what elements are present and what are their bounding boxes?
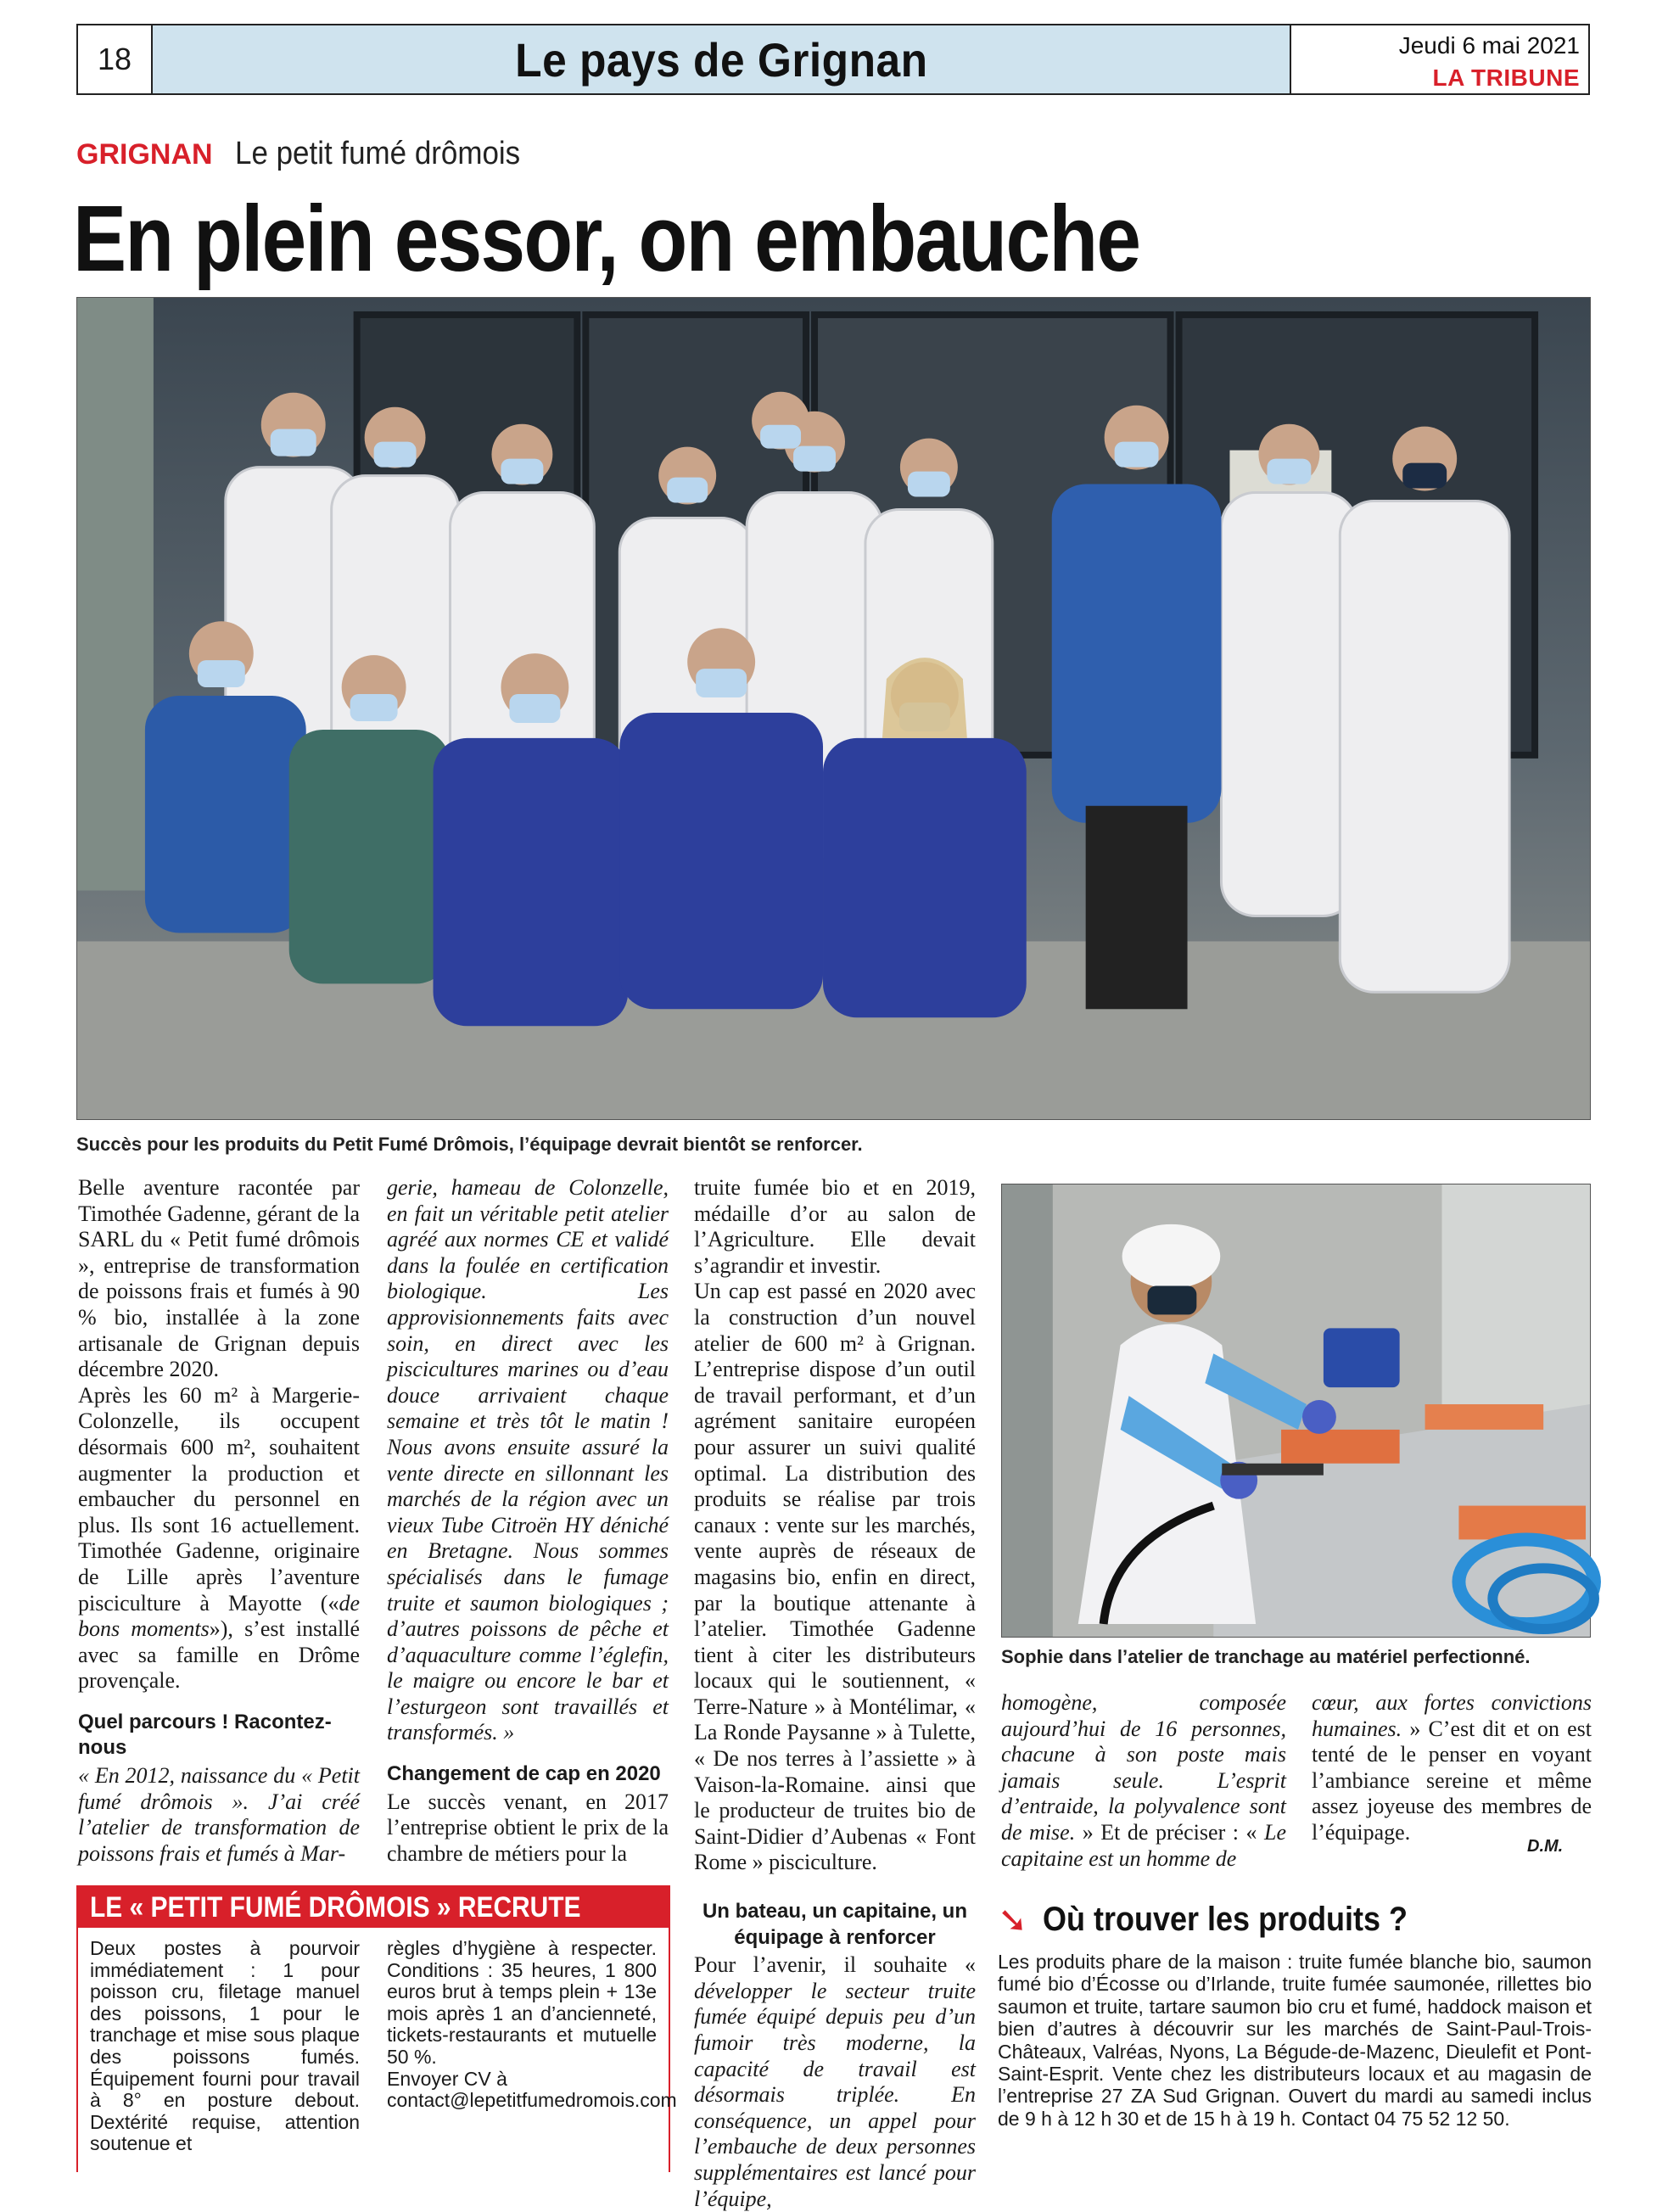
where-text: Les produits phare de la maison : truite fumée blanche bio, saumon fumé bio d’Écosse ou d’Irlande, truite fumée saumonée, rillettes bio saumon et truite, tartare saumon bio cru et fumé, haddock maison et bien d’autres à découvrir sur les marchés de Saint-Paul-Trois-Châteaux, Valréas, Nyons, La Bégude-de-Mazenc, Dieulefit et Pont-Saint-Esprit. Vente chez les distributeurs locaux et au magasin de l’entreprise 27 ZA Sud Grignan. Ouvert du mardi au samedi inclus de 9 h à 12 h 30 et de 15 h à 19 h. Contact 04 75 52 12 50. [998,1951,1592,2130]
workshop-photo-illustration [1002,1184,1590,1637]
article-column-3-continued [694,1884,976,2212]
recruit-column-2 [387,1937,677,2112]
article-column-5 [1312,1690,1592,1846]
where-title-row [998,1898,1592,1940]
paragraph: gerie, hameau de Colonzelle, en fait un véritable petit atelier agréé aux normes CE et validé dans la foulée en certification biologique. Les approvisionnements faits avec soin, en direct avec les piscicultures marines ou d’eau douce arrivaient chaque semaine et très tôt le matin ! Nous avons ensuite assuré la vente directe en sillonnant les marchés de la région avec un vieux Tube Citroën HY déniché en Bretagne. Nous sommes spécialisés dans le fumage truite et saumon biologiques ; d’autres poissons de pêche et d’aquaculture comme l’églefin, le maigre ou encore le bar et l’esturgeon sont travaillés et transformés. » [387,1175,669,1745]
text-run: Pour l’avenir, il souhaite « [694,1952,976,1978]
article-column-4 [1001,1690,1286,1872]
arrow-down-right-icon: ➘ [998,1898,1028,1940]
side-photo-caption: Sophie dans l’atelier de tranchage au matériel perfectionné. [1001,1646,1531,1667]
paragraph: Un cap est passé en 2020 avec la construction d’un nouvel atelier de 600 m² à Grignan. L’entreprise dispose d’un outil de travail performant, et d’un agrément sanitaire européen pour assurer un suivi qualité optimal. La distribution des produits se réalise par trois canaux : vente sur les marchés, vente auprès de réseaux de magasins bio, enfin en direct, par la boutique attenante à l’atelier. Timothée Gadenne tient à citer les distributeurs locaux qui le soutiennent, « Terre-Nature » à Montélimar, « La Ronde Paysanne » à Tulette, « De nos terres à l’assiette » à Vaison-la-Romaine. ainsi que le producteur de truites bio de Saint-Didier d’Aubenas « Font Rome » pisciculture. [694,1279,976,1875]
paragraph [78,1383,360,1694]
side-photo [1001,1184,1591,1638]
paragraph: « En 2012, naissance du « Petit fumé drômois ». J’ai créé l’atelier de transformation de poissons frais et fumés à Mar- [78,1763,360,1866]
kicker-subtitle: Le petit fumé drômois [234,136,520,171]
text-run-italic: de bons moments [78,1590,360,1642]
paragraph: truite fumée bio et en 2019, médaille d’or au salon de l’Agriculture. Elle devait s’agrandir et investir. [694,1175,976,1278]
paragraph [1312,1690,1592,1846]
paragraph: Le succès venant, en 2017 l’entreprise obtient le prix de la chambre de métiers pour la [387,1789,669,1866]
section-banner [153,24,1290,95]
team-photo-illustration [77,298,1590,1119]
author-signature: D.M. [1527,1837,1564,1856]
recruit-title: LE « PETIT FUMÉ DRÔMOIS » RECRUTE [90,1891,581,1924]
article-column-2 [387,1175,669,1867]
recruit-title-bar [78,1887,669,1928]
main-photo [76,297,1591,1120]
recruit-box [76,1885,677,2172]
subheading: Quel parcours ! Racontez-nous [78,1710,332,1760]
issue-date: Jeudi 6 mai 2021 [1398,32,1580,59]
text-run: »), s’est installé avec sa famille en Drôme provençale. [78,1616,360,1694]
main-photo-caption: Succès pour les produits du Petit Fumé Drômois, l’équipage devrait bientôt se renforcer. [76,1134,863,1155]
section-title: Le pays de Grignan [514,32,928,87]
publication-name: LA TRIBUNE [1432,64,1580,91]
text-run: » C’est dit et on est tenté de le penser en voyant l’ambiance sereine et même assez joyeuse des membres de l’équipage. [1312,1716,1592,1845]
text-run-italic: Le capitaine est un homme de [1001,1819,1287,1871]
paragraph: Belle aventure racontée par Timothée Gadenne, gérant de la SARL du « Petit fumé drômois », entreprise de transformation de poissons frais et fumés à 90 % bio, installée à la zone artisanale de Grignan depuis décembre 2020. [78,1175,360,1382]
where-title: Où trouver les produits ? [1043,1901,1408,1938]
headline: En plein essor, on embauche [73,187,1140,291]
recruit-column-1: Deux postes à pourvoir immédiatement : 1 pour poisson cru, filetage manuel des poissons, 1 pour le tranchage et mise sous plaque des poissons fumés. Équipement fourni pour travail à 8° en posture debout. Dextérité requise, attention soutenue et [90,1937,360,2155]
text-run-italic: homogène, composée aujourd’hui de 16 personnes, chacune à son poste mais jamais seule. L’esprit d’entraide, la polyvalence sont de mise. [1001,1690,1286,1845]
subheading: Changement de cap en 2020 [387,1762,661,1786]
article-column-1 [78,1175,360,1867]
recruit-contact: Envoyer CV à contact@lepetitfumedromois.com [387,2067,677,2112]
paragraph [1001,1690,1286,1872]
paragraph [694,1952,976,2212]
kicker-location: GRIGNAN [76,138,213,171]
text-run-italic: développer le secteur truite fumée équipé depuis peu d’un fumoir très moderne, la capacité de travail est désormais triplée. En conséquence, un appel pour l’embauche de deux personnes supplémentaires est lancé pour l’équipe, [694,1978,976,2211]
kicker [76,136,545,172]
masthead-box [1290,24,1590,95]
article-column-3 [694,1175,976,1876]
page-number: 18 [76,24,153,95]
where-to-find-box [998,1898,1592,2130]
recruit-conditions: règles d’hygiène à respecter. Conditions : 35 heures, 1 800 euros brut à temps plein + 13e mois après 1 an d’ancienneté, tickets-restaurants et mutuelle 50 %. [387,1937,657,2068]
text-run: Après les 60 m² à Margerie-Colonzelle, ils occupent désormais 600 m², souhaitent augmenter la production et embaucher du personnel en plus. Ils sont 16 actuellement. Timothée Gadenne, originaire de Lille après l’aventure pisciculture à Mayotte (« [78,1382,360,1616]
subheading: Un bateau, un capitaine, un équipage à renforcer [702,1900,968,1949]
text-run: » Et de préciser : « [1082,1819,1257,1845]
text-run-italic: cœur, aux fortes convictions humaines. [1312,1690,1592,1741]
